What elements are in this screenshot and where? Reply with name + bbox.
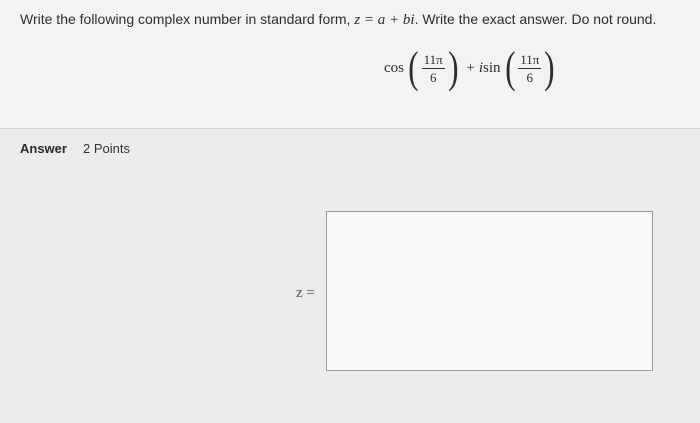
- left-paren: (: [504, 43, 516, 92]
- prompt-formula: z = a + bi: [354, 12, 415, 28]
- z-equals-label: z =: [296, 285, 315, 301]
- cos-function: cos: [384, 59, 404, 76]
- sin-function: sin: [483, 59, 501, 76]
- right-paren: ): [544, 43, 555, 92]
- prompt-text-start: Write the following complex number in standard form,: [20, 11, 355, 27]
- prompt-text-end: . Write the exact answer. Do not round.: [414, 11, 657, 27]
- sin-fraction: [518, 52, 541, 85]
- sin-fraction-denominator: 6: [526, 69, 534, 85]
- question-prompt: [20, 11, 656, 29]
- answer-input-field[interactable]: [326, 211, 653, 371]
- cos-fraction-denominator: 6: [429, 69, 437, 85]
- sin-fraction-numerator: 11π: [520, 51, 540, 67]
- cos-fraction-numerator: 11π: [423, 51, 443, 67]
- complex-expression: [384, 43, 557, 92]
- cos-fraction: [422, 52, 445, 85]
- question-panel: [0, 0, 700, 129]
- imaginary-unit: i: [478, 59, 484, 76]
- plus-sign: +: [466, 59, 475, 76]
- points-label: 2 Points: [83, 141, 130, 156]
- right-paren: ): [447, 43, 459, 92]
- answer-section: [0, 129, 700, 423]
- left-paren: (: [408, 43, 419, 92]
- answer-label: Answer: [20, 141, 67, 156]
